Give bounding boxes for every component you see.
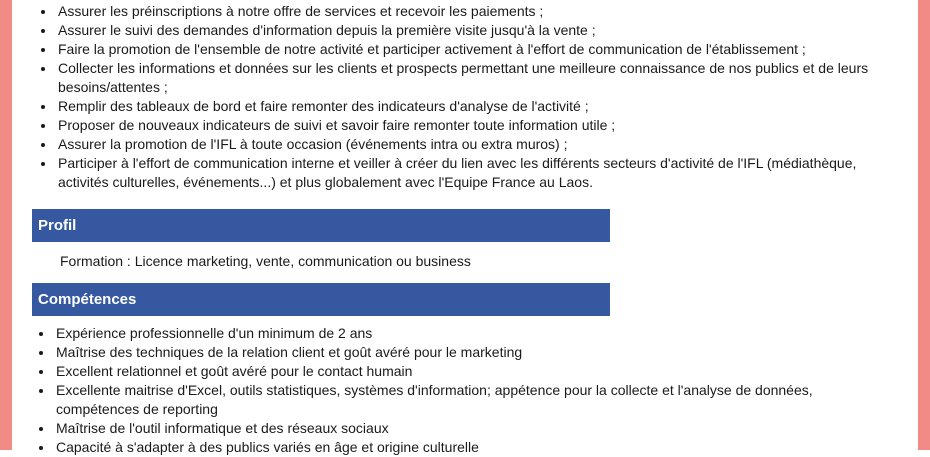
list-item: Maîtrise des techniques de la relation client et goût avéré pour le marketing [56,343,876,362]
bullet-icon [41,143,45,147]
list-item: Excellente maitrise d'Excel, outils statistiques, systèmes d'information; appétence pour la collecte et l'analyse de données, compétences de reporting [56,381,876,419]
list-item: Assurer la promotion de l'IFL à toute occasion (événements intra ou extra muros) ; [58,135,878,154]
bullet-icon [39,332,43,336]
section-header-profil: Profil [32,209,610,242]
missions-list [58,2,878,192]
list-item: Remplir des tableaux de bord et faire remonter des indicateurs d'analyse de l'activité ; [58,97,878,116]
list-item: Capacité à s'adapter à des publics variés en âge et origine culturelle [56,438,876,457]
list-item: Excellent relationnel et goût avéré pour le contact humain [56,362,876,381]
list-item: Assurer le suivi des demandes d'information depuis la première visite jusqu'à la vente ; [58,21,878,40]
bullet-icon [39,446,43,450]
bullet-icon [41,29,45,33]
list-item: Proposer de nouveaux indicateurs de suivi et savoir faire remonter toute information utile ; [58,116,878,135]
list-item: Assurer les préinscriptions à notre offre de services et recevoir les paiements ; [58,2,878,21]
bullet-icon [39,370,43,374]
list-item: Expérience professionnelle d'un minimum de 2 ans [56,324,876,343]
list-item: Participer à l'effort de communication interne et veiller à créer du lien avec les différents secteurs d'activité de l'IFL (médiathèque, activités culturelles, événements...) et plus globalement avec l'Equipe France au Laos. [58,154,878,192]
list-item: Maîtrise de l'outil informatique et des réseaux sociaux [56,419,876,438]
bullet-icon [39,427,43,431]
bullet-icon [39,389,43,393]
bullet-icon [41,162,45,166]
competences-list [56,324,876,457]
bullet-icon [41,105,45,109]
profil-formation-text: Formation : Licence marketing, vente, communication ou business [60,253,471,269]
bullet-icon [41,48,45,52]
bullet-icon [41,124,45,128]
bullet-icon [41,67,45,71]
list-item: Faire la promotion de l'ensemble de notre activité et participer activement à l'effort de communication de l'établissement ; [58,40,878,59]
list-item: Collecter les informations et données sur les clients et prospects permettant une meilleure connaissance de nos publics et de leurs besoins/attentes ; [58,59,878,97]
bullet-icon [39,351,43,355]
bullet-icon [41,10,45,14]
section-header-competences: Compétences [32,283,610,316]
